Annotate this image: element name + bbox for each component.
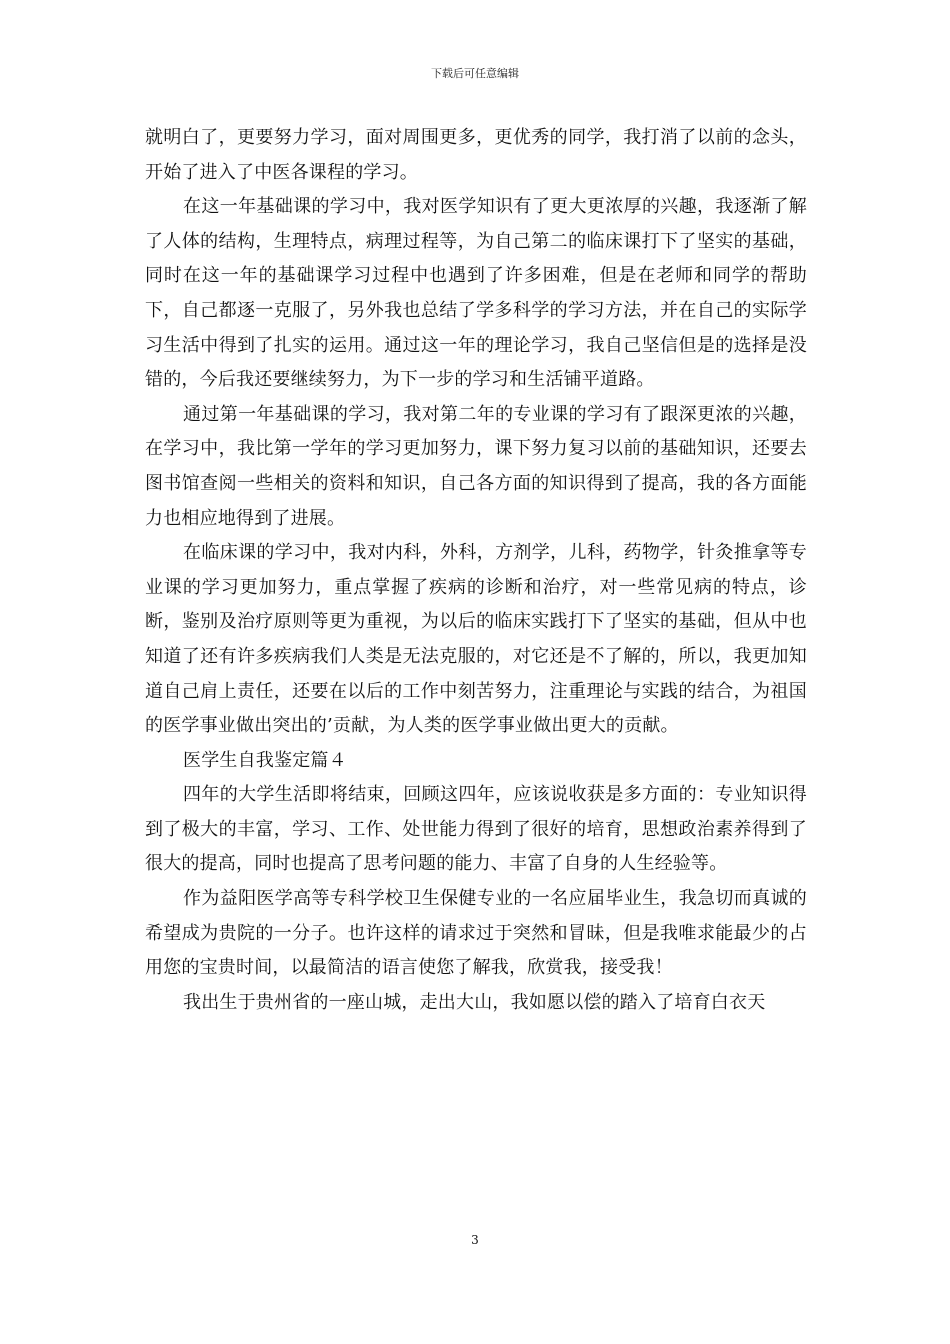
paragraph: 我出生于贵州省的一座山城，走出大山，我如愿以偿的踏入了培育白衣天 — [183, 991, 766, 1013]
paragraph: 四年的大学生活即将结束，回顾这四年，应该说收获是多方面的：专业知识得到了极大的丰富，学习、工作、处世能力得到了很好的培育，思想政治素养得到了很大的提高，同时也提高了思考问题的能力、丰富了自身的人生经验等。 — [145, 784, 807, 875]
paragraph: 在临床课的学习中，我对内科，外科，方剂学，儿科，药物学，针灸推拿等专业课的学习更加努力，重点掌握了疾病的诊断和治疗，对一些常见病的特点，诊断，鉴别及治疗原则等更为重视，为以后的临床实践打下了坚实的基础，但从中也知道了还有许多疾病我们人类是无法克服的，对它还是不了解的，所以，我更加知道自己肩上责任，还要在以后的工作中刻苦努力，注重理论与实践的结合，为祖国的医学事业做出突出的’贡献，为人类的医学事业做出更大的贡献。 — [145, 542, 807, 737]
paragraph: 作为益阳医学高等专科学校卫生保健专业的一名应届毕业生，我急切而真诚的希望成为贵院的一分子。也许这样的请求过于突然和冒昧，但是我唯求能最少的占用您的宝贵时间，以最简洁的语言使您了解我，欣赏我，接受我！ — [145, 888, 807, 979]
paragraph: 通过第一年基础课的学习，我对第二年的专业课的学习有了跟深更浓的兴趣，在学习中，我比第一学年的学习更加努力，课下努力复习以前的基础知识，还要去图书馆查阅一些相关的资料和知识，自己各方面的知识得到了提高，我的各方面能力也相应地得到了进展。 — [145, 403, 807, 529]
paragraph-continued: 就明白了，更要努力学习，面对周围更多，更优秀的同学，我打消了以前的念头，开始了进入了中医各课程的学习。 — [145, 127, 807, 183]
page-header-note: 下载后可任意编辑 — [431, 67, 519, 80]
page-number: 3 — [471, 1233, 479, 1247]
section-heading: 医学生自我鉴定篇４ — [183, 749, 347, 771]
paragraph: 在这一年基础课的学习中，我对医学知识有了更大更浓厚的兴趣，我逐渐了解了人体的结构，生理特点，病理过程等，为自己第二的临床课打下了坚实的基础，同时在这一年的基础课学习过程中也遇到了许多困难，但是在老师和同学的帮助下，自己都逐一克服了，另外我也总结了学多科学的学习方法，并在自己的实际学习生活中得到了扎实的运用。通过这一年的理论学习，我自己坚信但是的选择是没错的，今后我还要继续努力，为下一步的学习和生活铺平道路。 — [145, 196, 807, 391]
document-body — [145, 121, 807, 1020]
